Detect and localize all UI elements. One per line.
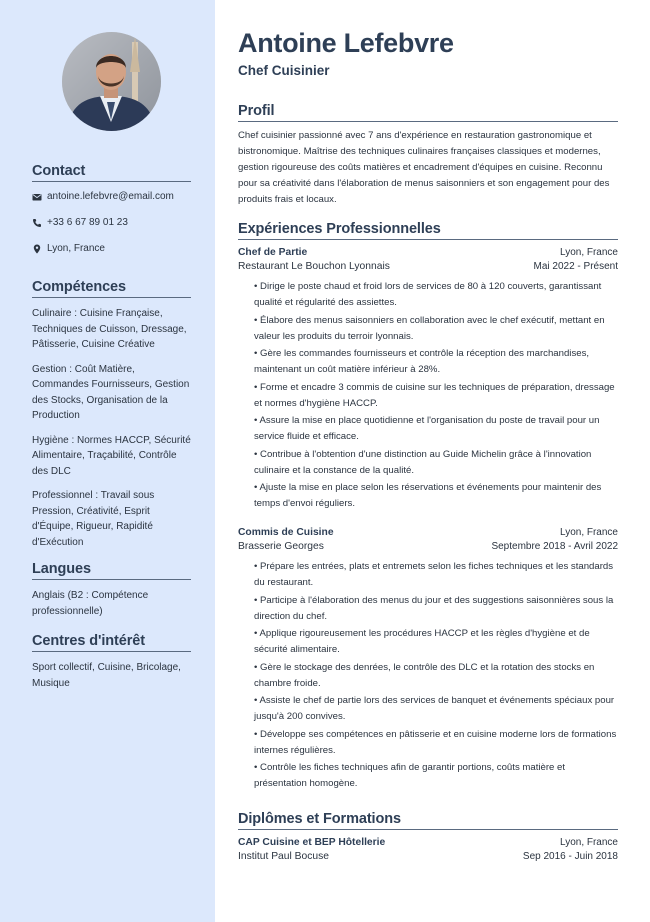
- languages-section: [32, 561, 191, 619]
- languages-title: Langues: [32, 561, 191, 580]
- job-bullet: • Prépare les entrées, plats et entremets selon les fiches techniques et les standards du restaurant.: [254, 561, 614, 588]
- job-bullet: • Dirige le poste chaud et froid lors de services de 80 à 120 couverts, garantissant qualité et régularité des assiettes.: [254, 281, 602, 308]
- contact-title: Contact: [32, 163, 191, 182]
- job-location: Lyon, France: [560, 247, 618, 258]
- contact-phone[interactable]: [32, 216, 191, 229]
- job-dates: Mai 2022 - Présent: [533, 261, 618, 272]
- interests-title: Centres d'intérêt: [32, 633, 191, 652]
- education-location: Lyon, France: [560, 837, 618, 848]
- job-entry: [238, 526, 618, 792]
- person-name: Antoine Lefebvre: [238, 28, 454, 58]
- contact-location-text: Lyon, France: [47, 243, 105, 254]
- job-bullets: [238, 279, 618, 512]
- skill-professional: Professionnel : Travail sous Pression, Créativité, Esprit d'Équipe, Rigueur, Rapidité d'Exécution: [32, 490, 155, 548]
- job-bullet: • Gère le stockage des denrées, le contrôle des DLC et la rotation des stocks en chambre froide.: [254, 661, 595, 689]
- job-bullet: • Participe à l'élaboration des menus du jour et des suggestions saisonnières sous la direction du chef.: [254, 594, 614, 622]
- profile-text: Chef cuisinier passionné avec 7 ans d'expérience en restauration gastronomique et bistronomique. Maîtrise des techniques culinaires françaises classiques et modernes, gestion rigoureuse des coûts matières et encadrement d'équipes en cuisine. Reconnu pour sa créativité dans l'élaboration de menus saisonniers et son engagement pour des produits frais et locaux.: [238, 130, 610, 205]
- skill-management: Gestion : Coût Matière, Commandes Fournisseurs, Gestion des Stocks, Organisation de la Production: [32, 363, 190, 421]
- job-bullet: • Gère les commandes fournisseurs et contrôle la réception des marchandises, maintenant un coût matière inférieur à 28%.: [254, 348, 590, 375]
- skills-title: Compétences: [32, 279, 191, 298]
- avatar: [62, 32, 161, 131]
- interests-text: Sport collectif, Cuisine, Bricolage, Musique: [32, 662, 181, 689]
- contact-email-text[interactable]: antoine.lefebvre@email.com: [47, 191, 174, 202]
- job-company: Brasserie Georges: [238, 541, 324, 552]
- education-school: Institut Paul Bocuse: [238, 851, 330, 862]
- education-title: Diplômes et Formations: [238, 811, 618, 830]
- mail-icon: [32, 192, 42, 202]
- job-bullet: • Assure la mise en place quotidienne et l'organisation du poste de travail pour un service fluide et efficace.: [254, 415, 600, 442]
- job-bullet: • Élabore des menus saisonniers en collaboration avec le chef exécutif, mettant en valeur les produits du terroir lyonnais.: [254, 314, 605, 342]
- skill-culinary: Culinaire : Cuisine Française, Techniques de Cuisson, Dressage, Pâtisserie, Cuisine Créative: [32, 308, 187, 350]
- job-position: Chef de Partie: [238, 247, 308, 258]
- job-dates: Septembre 2018 - Avril 2022: [491, 541, 618, 552]
- profile-title: Profil: [238, 103, 618, 122]
- contact-section: [32, 163, 191, 268]
- job-bullet: • Contribue à l'obtention d'une distinction au Guide Michelin grâce à l'innovation culinaire et la constance de la qualité.: [254, 448, 592, 476]
- education-dates: Sep 2016 - Juin 2018: [522, 851, 618, 862]
- contact-phone-text[interactable]: +33 6 67 89 01 23: [47, 217, 128, 228]
- education-degree: CAP Cuisine et BEP Hôtellerie: [238, 837, 386, 848]
- contact-email[interactable]: [32, 190, 191, 203]
- job-company: Restaurant Le Bouchon Lyonnais: [238, 261, 390, 272]
- job-bullet: • Ajuste la mise en place selon les réservations et événements pour maintenir des temps d'envoi réguliers.: [254, 482, 602, 509]
- job-bullet: • Forme et encadre 3 commis de cuisine sur les techniques de préparation, dressage et normes d'hygiène HACCP.: [254, 381, 615, 409]
- sidebar: [0, 0, 215, 922]
- person-role: Chef Cuisinier: [238, 63, 330, 78]
- job-bullet: • Assiste le chef de partie lors des services de banquet et événements spéciaux pour jusqu'à 200 convives.: [254, 695, 615, 722]
- job-bullet: • Applique rigoureusement les procédures HACCP et les règles d'hygiène et de sécurité alimentaire.: [254, 628, 590, 655]
- job-entry: [238, 246, 618, 512]
- location-icon: [32, 244, 42, 254]
- experience-section: [238, 221, 618, 794]
- job-position: Commis de Cuisine: [238, 527, 334, 538]
- interests-section: [32, 633, 191, 691]
- avatar-image: [62, 32, 161, 131]
- education-section: [238, 811, 618, 869]
- job-bullet: • Contrôle les fiches techniques afin de garantir portions, coûts matière et présentation homogène.: [254, 762, 566, 789]
- languages-text: Anglais (B2 : Compétence professionnelle): [32, 590, 149, 617]
- contact-location: [32, 242, 191, 255]
- skills-section: [32, 279, 191, 559]
- job-bullets: [238, 559, 618, 792]
- job-location: Lyon, France: [560, 527, 618, 538]
- profile-section: [238, 103, 618, 208]
- job-bullet: • Développe ses compétences en pâtisserie et en cuisine moderne lors de formations internes régulières.: [254, 728, 617, 756]
- education-entry: [238, 836, 618, 864]
- experience-title: Expériences Professionnelles: [238, 221, 618, 240]
- phone-icon: [32, 218, 42, 228]
- skill-hygiene: Hygiène : Normes HACCP, Sécurité Alimentaire, Traçabilité, Contrôle des DLC: [32, 434, 191, 477]
